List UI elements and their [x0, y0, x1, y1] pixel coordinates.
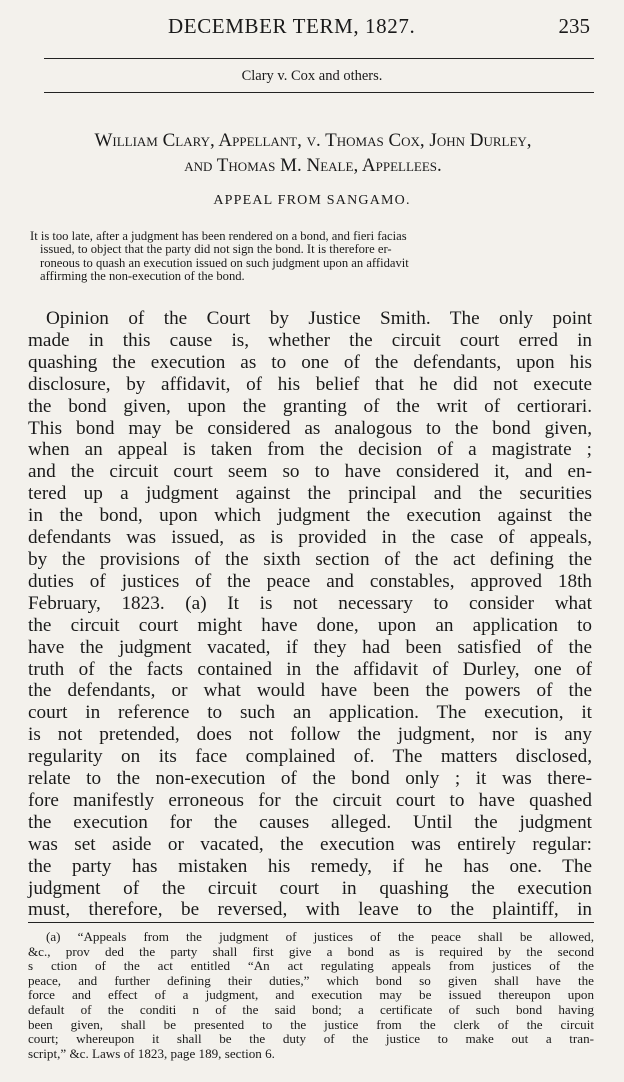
headnote-line: affirming the non-execution of the bond. [40, 269, 245, 284]
appeal-heading: APPEAL FROM SANGAMO. [213, 193, 411, 208]
opinion-line: in the bond, upon which judgment the execution against the [28, 505, 592, 527]
footnote-rule [28, 922, 594, 923]
case-subhead: Clary v. Cox and others. [241, 68, 383, 84]
footnote-line: default of the conditi n of the said bond; a certificate of such bond having [28, 1001, 594, 1017]
footnote-line: script,” &c. Laws of 1823, page 189, section 6. [28, 1045, 275, 1061]
opinion-line: is not pretended, does not follow the judgment, nor is any [28, 724, 592, 746]
opinion-line: and the circuit court seem so to have considered it, and en- [28, 461, 592, 483]
page-number: 235 [558, 14, 590, 38]
header-rule-top [44, 58, 594, 59]
headnote-line: It is too late, after a judgment has been rendered on a bond, and fieri facias [30, 229, 407, 243]
opinion-line: by the provisions of the sixth section of the act defining the [28, 548, 592, 570]
opinion-line: the defendants, or what would have been the powers of the [28, 680, 592, 702]
opinion-line: the circuit court might have done, upon an application to [28, 614, 592, 636]
headnote [30, 230, 592, 284]
opinion-line: February, 1823. (a) It is not necessary to consider what [28, 592, 592, 614]
opinion-line: made in this cause is, whether the circuit court erred in [28, 329, 592, 351]
opinion-line: judgment of the circuit court in quashing the execution [28, 877, 592, 899]
opinion-line: This bond may be considered as analogous to the bond given, [28, 417, 592, 439]
opinion-line: Opinion of the Court by Justice Smith. The only point [46, 308, 592, 329]
opinion-line: truth of the facts contained in the affidavit of Durley, one of [28, 658, 592, 680]
opinion-line: the execution for the causes alleged. Until the judgment [28, 811, 592, 833]
headnote-line: issued, to object that the party did not sign the bond. It is therefore er- [40, 242, 392, 257]
footnote-line: force and effect of a judgment, and execution may be issued thereupon upon [28, 987, 594, 1003]
footnote-line: s ction of the act entitled “An act regulating appeals from justices of the [28, 958, 594, 974]
opinion-line: the party has mistaken his remedy, if he has one. The [28, 855, 592, 877]
footnote-line: court; whereupon it shall be the duty of the justice to make out a tran- [28, 1031, 594, 1047]
opinion-line: defendants was issued, as is provided in the case of appeals, [28, 527, 592, 549]
opinion-line: was set aside or vacated, the execution was entirely regular: [28, 833, 592, 855]
footnote-line: &c., prov ded the party shall first give a bond as is required by the second [28, 943, 594, 959]
opinion-text [28, 308, 592, 921]
opinion-line: when an appeal is taken from the decision of a magistrate ; [28, 439, 592, 461]
running-head-title: DECEMBER TERM, 1827. [168, 14, 416, 38]
opinion-line: have the judgment vacated, if they had been satisfied of the [28, 636, 592, 658]
caption-line: and Thomas M. Neale, Appellees. [184, 155, 442, 176]
case-caption [30, 128, 596, 178]
footnote [28, 930, 594, 1061]
opinion-line: court in reference to such an application. The execution, it [28, 702, 592, 724]
opinion-line: relate to the non-execution of the bond only ; it was there- [28, 768, 592, 790]
opinion-line: tered up a judgment against the principal and the securities [28, 483, 592, 505]
footnote-line: been given, shall be presented to the justice from the clerk of the circuit [28, 1016, 594, 1032]
footnote-line: (a) “Appeals from the judgment of justices of the peace shall be allowed, [46, 929, 594, 944]
footnote-line: peace, and further defining their duties,” which bond so given shall have the [28, 972, 594, 988]
opinion-line: the bond given, upon the granting of the writ of certiorari. [28, 395, 592, 417]
opinion-line: duties of justices of the peace and constables, approved 18th [28, 570, 592, 592]
opinion-line: quashing the execution as to one of the defendants, upon his [28, 351, 592, 373]
caption-line: William Clary, Appellant, v. Thomas Cox, John Durley, [94, 130, 532, 151]
opinion-line: must, therefore, be reversed, with leave to the plaintiff, in [28, 899, 592, 921]
header-rule-bottom [44, 92, 594, 93]
running-head [0, 14, 624, 48]
headnote-line: roneous to quash an execution issued on such judgment upon an affidavit [40, 255, 409, 270]
opinion-line: fore manifestly erroneous for the circuit court to have quashed [28, 789, 592, 811]
opinion-line: disclosure, by affidavit, of his belief that he did not execute [28, 373, 592, 395]
opinion-line: regularity on its face complained of. The matters disclosed, [28, 746, 592, 768]
